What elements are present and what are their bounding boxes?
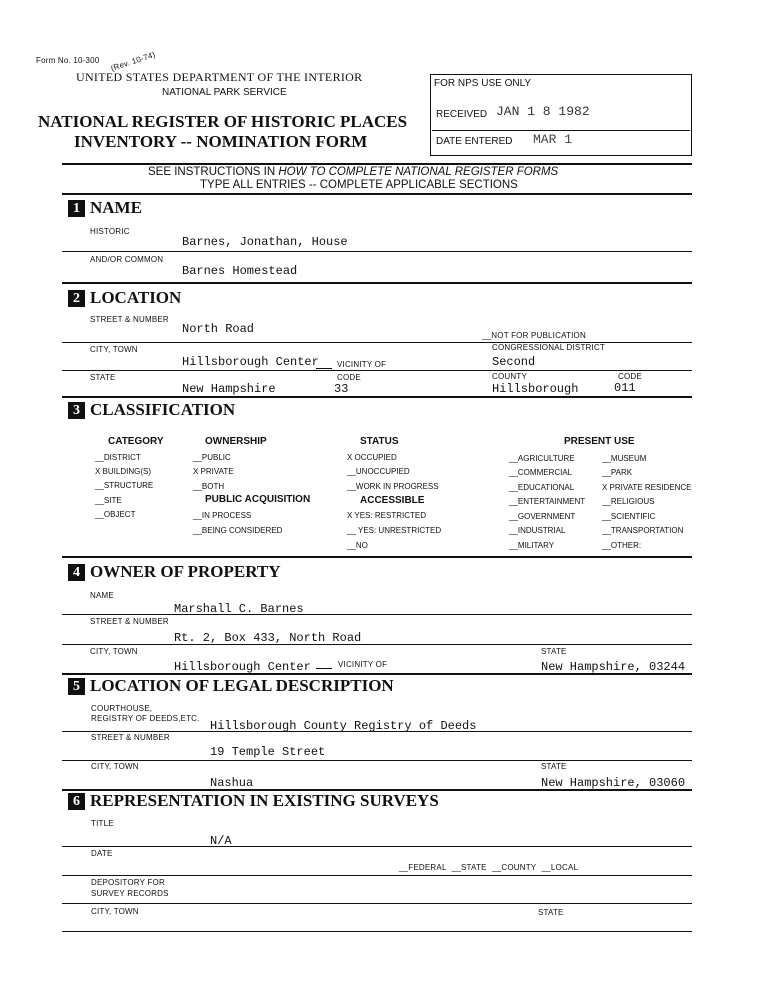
county-field[interactable]: Hillsborough	[492, 382, 579, 396]
received-stamp: JAN 1 8 1982	[496, 104, 590, 119]
state-code-label: CODE	[337, 373, 361, 382]
survey-title-field[interactable]: N/A	[210, 834, 232, 848]
legal-state-label: STATE	[541, 762, 567, 771]
legal-street-label: STREET & NUMBER	[91, 733, 170, 742]
category-heading: CATEGORY	[108, 436, 164, 447]
historic-name-field[interactable]: Barnes, Jonathan, House	[182, 235, 348, 249]
owner-state-field[interactable]: New Hampshire, 03244	[541, 660, 686, 674]
common-name-field[interactable]: Barnes Homestead	[182, 264, 298, 278]
section-number-5: 5	[68, 678, 85, 695]
category-object-checkbox[interactable]: __OBJECT	[95, 510, 136, 519]
public-acquisition-heading: PUBLIC ACQUISITION	[205, 494, 311, 505]
ownership-heading: OWNERSHIP	[205, 436, 267, 447]
category-site-checkbox[interactable]: __SITE	[95, 496, 122, 505]
acquisition-in-process-checkbox[interactable]: __IN PROCESS	[193, 511, 252, 520]
use-transportation-checkbox[interactable]: __TRANSPORTATION	[602, 526, 684, 535]
section-title-surveys: REPRESENTATION IN EXISTING SURVEYS	[90, 791, 439, 810]
street-number-label: STREET & NUMBER	[90, 315, 169, 324]
survey-state-label: STATE	[538, 908, 564, 917]
survey-city-label: CITY, TOWN	[91, 907, 139, 916]
section-title-legal-description: LOCATION OF LEGAL DESCRIPTION	[90, 676, 394, 695]
accessible-heading: ACCESSIBLE	[360, 495, 425, 506]
status-occupied-checkbox[interactable]: X OCCUPIED	[347, 453, 397, 462]
legal-street-field[interactable]: 19 Temple Street	[210, 745, 326, 759]
county-label: COUNTY	[492, 372, 527, 381]
use-industrial-checkbox[interactable]: __INDUSTRIAL	[509, 526, 566, 535]
form-number: Form No. 10-300	[36, 56, 100, 65]
date-entered-label: DATE ENTERED	[436, 136, 513, 147]
registry-field[interactable]: Hillsborough County Registry of Deeds	[210, 719, 477, 733]
survey-records-label: SURVEY RECORDS	[91, 889, 169, 898]
county-code-label: CODE	[618, 372, 642, 381]
status-heading: STATUS	[360, 436, 399, 447]
section-title-location: LOCATION	[90, 288, 182, 307]
section-title-classification: CLASSIFICATION	[90, 400, 236, 419]
vicinity-of-label: VICINITY OF	[337, 360, 387, 369]
not-for-publication-checkbox[interactable]: __NOT FOR PUBLICATION	[482, 331, 586, 340]
registry-label: REGISTRY OF DEEDS,ETC.	[91, 714, 200, 723]
owner-state-label: STATE	[541, 647, 567, 656]
owner-city-label: CITY, TOWN	[90, 647, 138, 656]
survey-level-checkboxes[interactable]: __FEDERAL __STATE __COUNTY __LOCAL	[399, 863, 579, 872]
survey-title-label: TITLE	[91, 819, 114, 828]
legal-state-field[interactable]: New Hampshire, 03060	[541, 776, 686, 790]
city-field[interactable]: Hillsborough Center	[182, 355, 319, 369]
service-name: NATIONAL PARK SERVICE	[162, 87, 287, 98]
use-park-checkbox[interactable]: __PARK	[602, 468, 633, 477]
use-educational-checkbox[interactable]: __EDUCATIONAL	[509, 483, 575, 492]
use-military-checkbox[interactable]: __MILITARY	[509, 541, 555, 550]
section-title-owner: OWNER OF PROPERTY	[90, 562, 281, 581]
category-structure-checkbox[interactable]: __STRUCTURE	[95, 481, 154, 490]
owner-street-label: STREET & NUMBER	[90, 617, 169, 626]
historic-label: HISTORIC	[90, 227, 130, 236]
common-name-label: AND/OR COMMON	[90, 255, 164, 264]
legal-city-field[interactable]: Nashua	[210, 776, 254, 790]
survey-date-label: DATE	[91, 849, 113, 858]
ownership-public-checkbox[interactable]: __PUBLIC	[193, 453, 231, 462]
courthouse-label: COURTHOUSE,	[91, 704, 153, 713]
state-code-field[interactable]: 33	[334, 382, 349, 396]
section-number-3: 3	[68, 402, 85, 419]
present-use-heading: PRESENT USE	[564, 436, 635, 447]
use-scientific-checkbox[interactable]: __SCIENTIFIC	[602, 512, 656, 521]
owner-city-field[interactable]: Hillsborough Center	[174, 660, 311, 674]
owner-vicinity-label: VICINITY OF	[338, 660, 388, 669]
depository-label: DEPOSITORY FOR	[91, 878, 165, 887]
county-code-field[interactable]: 011	[614, 381, 636, 395]
form-revision: (Rev. 10-74)	[109, 50, 157, 73]
section-number-6: 6	[68, 793, 85, 810]
nps-use-label: FOR NPS USE ONLY	[434, 78, 532, 89]
category-buildings-checkbox[interactable]: X BUILDING(S)	[95, 467, 152, 476]
use-agriculture-checkbox[interactable]: __AGRICULTURE	[509, 454, 575, 463]
received-label: RECEIVED	[436, 109, 488, 120]
instructions-line1: SEE INSTRUCTIONS IN HOW TO COMPLETE NATIONAL REGISTER FORMS	[148, 166, 559, 178]
ownership-both-checkbox[interactable]: __BOTH	[193, 482, 225, 491]
use-private-residence-checkbox[interactable]: X PRIVATE RESIDENCE	[602, 483, 692, 492]
use-entertainment-checkbox[interactable]: __ENTERTAINMENT	[509, 497, 586, 506]
instructions-line2: TYPE ALL ENTRIES -- COMPLETE APPLICABLE SECTIONS	[200, 179, 518, 191]
use-commercial-checkbox[interactable]: __COMMERCIAL	[509, 468, 573, 477]
use-other-checkbox[interactable]: __OTHER:	[602, 541, 642, 550]
status-work-in-progress-checkbox[interactable]: __WORK IN PROGRESS	[347, 482, 439, 491]
section-number-1: 1	[68, 200, 85, 217]
access-restricted-checkbox[interactable]: X YES: RESTRICTED	[347, 511, 426, 520]
acquisition-being-considered-checkbox[interactable]: __BEING CONSIDERED	[193, 526, 283, 535]
street-field[interactable]: North Road	[182, 322, 255, 336]
owner-street-field[interactable]: Rt. 2, Box 433, North Road	[174, 631, 362, 645]
use-religious-checkbox[interactable]: __RELIGIOUS	[602, 497, 655, 506]
use-museum-checkbox[interactable]: __MUSEUM	[602, 454, 647, 463]
form-title-line2: INVENTORY -- NOMINATION FORM	[74, 132, 368, 151]
category-district-checkbox[interactable]: __DISTRICT	[95, 453, 141, 462]
access-no-checkbox[interactable]: __NO	[347, 541, 368, 550]
congressional-district-field[interactable]: Second	[492, 355, 536, 369]
department-name: UNITED STATES DEPARTMENT OF THE INTERIOR	[76, 70, 363, 84]
state-field[interactable]: New Hampshire	[182, 382, 276, 396]
section-number-2: 2	[68, 290, 85, 307]
date-entered-stamp: MAR 1	[533, 132, 573, 147]
congressional-district-label: CONGRESSIONAL DISTRICT	[492, 343, 606, 352]
form-title-line1: NATIONAL REGISTER OF HISTORIC PLACES	[38, 112, 408, 131]
status-unoccupied-checkbox[interactable]: __UNOCCUPIED	[347, 467, 410, 476]
owner-name-label: NAME	[90, 591, 114, 600]
state-label: STATE	[90, 373, 116, 382]
ownership-private-checkbox[interactable]: X PRIVATE	[193, 467, 234, 476]
legal-city-label: CITY, TOWN	[91, 762, 139, 771]
access-unrestricted-checkbox[interactable]: __ YES: UNRESTRICTED	[347, 526, 442, 535]
city-town-label: CITY, TOWN	[90, 345, 138, 354]
use-government-checkbox[interactable]: __GOVERNMENT	[509, 512, 576, 521]
section-number-4: 4	[68, 564, 85, 581]
owner-name-field[interactable]: Marshall C. Barnes	[174, 602, 304, 616]
section-title-name: NAME	[90, 198, 142, 217]
